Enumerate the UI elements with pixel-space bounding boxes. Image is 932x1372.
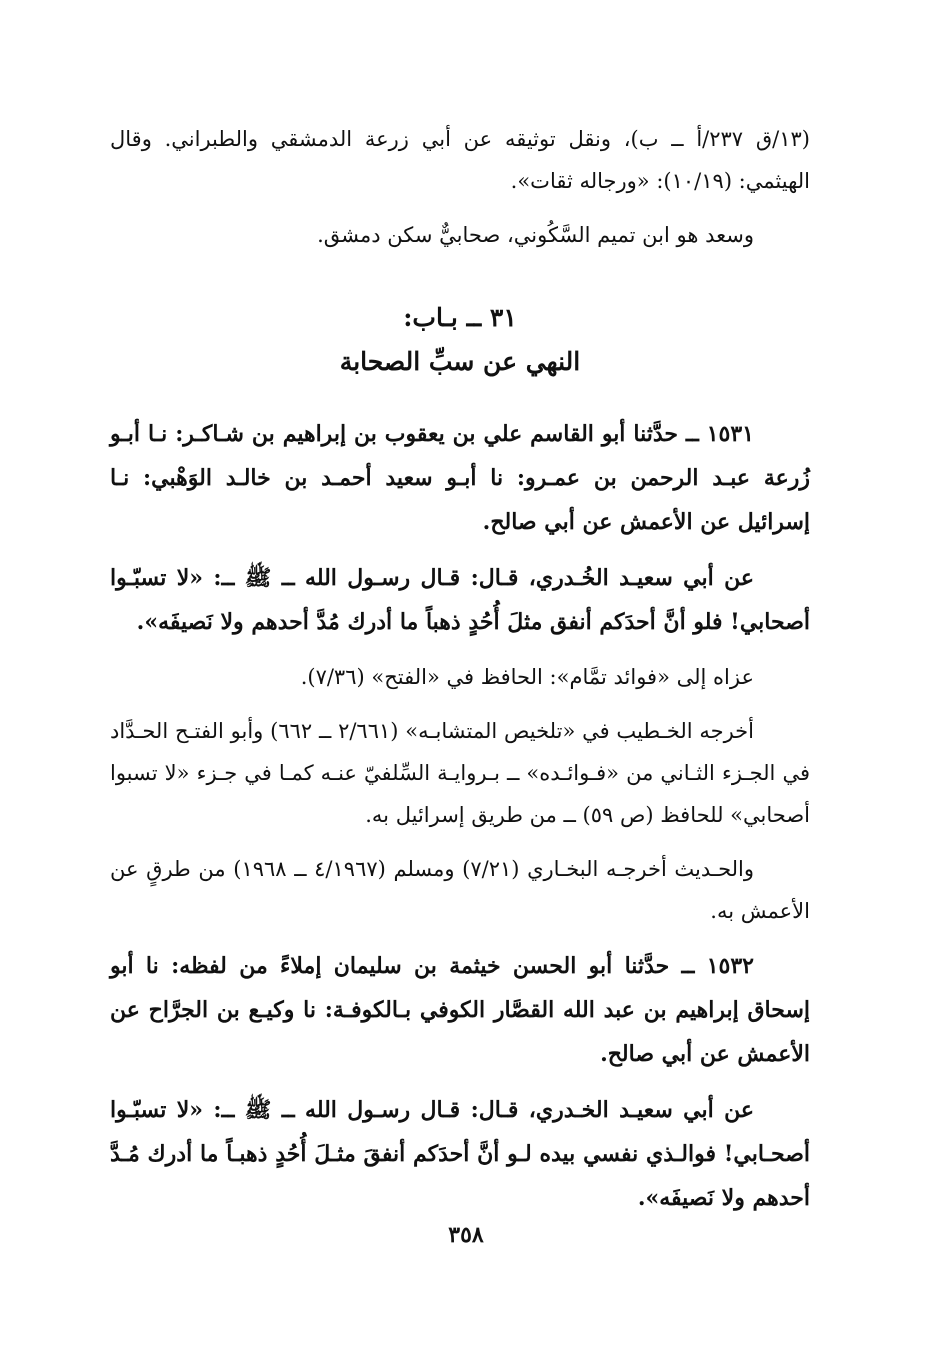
footnote-citation-paragraph: (١٣/ق ٢٣٧/أ ــ ب)، ونقل توثيقه عن أبي زرعة الدمشقي والطبراني. وقال الهيثمي: (١٠/١٩): «ورجاله ثقات».	[110, 127, 810, 193]
narrator-note-paragraph: وسعد هو ابن تميم السَّكُوني، صحابيٌّ سكن دمشق.	[317, 223, 754, 247]
hadith-1531-isnad: ١٥٣١ ــ حدَّثنا أبو القاسم علي بن يعقوب بن إبراهيم بن شـاكـر: نـا أبـو زُرعة عبـد الرحمن بن عمـرو: نا أبـو سعيد أحمـد بن خالـد الوَهْبي: نـا إسرائيل عن الأعمش عن أبي صالح.	[110, 421, 810, 535]
hadith-1532-isnad: ١٥٣٢ ــ حدَّثنا أبو الحسن خيثمة بن سليمان إملاءً من لفظه: نا أبو إسحاق إبراهيم بن عبد الله القصَّار الكوفي بـالكوفـة: نا وكيـع بن الجرَّاح عن الأعمش عن أبي صالح.	[110, 953, 810, 1067]
hadith-1531-sources: والحـديث أخرجـه البخـاري (٧/٢١) ومسلم (٤/١٩٦٧ ــ ١٩٦٨) من طرقٍ عن الأعمش به.	[110, 857, 810, 923]
hadith-1531-matn: عن أبي سعيـد الخُـدري، قـال: قـال رسـول الله ــ ﷺ ــ: «لا تسبّـوا أصحابي! فلو أنَّ أحدَكم أنفق مثلَ أُحُدٍ ذهباً ما أدرك مُدَّ أحدهم ولا نَصيفَه».	[110, 565, 810, 635]
chapter-title: النهي عن سبِّ الصحابة	[339, 347, 581, 376]
page-number: ٣٥٨	[448, 1222, 484, 1248]
chapter-number: ٣١ ــ بـاب:	[403, 303, 517, 332]
chapter-heading	[110, 296, 810, 384]
hadith-1532-matn: عن أبي سعيـد الخـدري، قـال: قـال رسـول الله ــ ﷺ ــ: «لا تسبّـوا أصحـابي! فوالـذي نفسي بيده لـو أنَّ أحدَكم أنفقَ مثـلَ أُحُدٍ ذهبـاً ما أدرك مُـدَّ أحدهم ولا نَصيفَه».	[110, 1097, 810, 1211]
hadith-1531-takhrij: أخرجه الخـطيب في «تلخيص المتشابـه» (٢/٦٦١ ــ ٦٦٢) وأبو الفتـح الحـدَّاد في الجـزء الثـاني من «فـوائـده» ــ بـروايـة السِّلفيّ عنـه كمـا في جـزء «لا تسبوا أصحابي» للحافظ (ص ٥٩) ــ من طريق إسرائيل به.	[110, 719, 810, 827]
hadith-1531-attribution: عزاه إلى «فوائد تمَّام»: الحافظ في «الفتح» (٧/٣٦).	[300, 665, 754, 689]
page-body	[110, 118, 810, 1232]
